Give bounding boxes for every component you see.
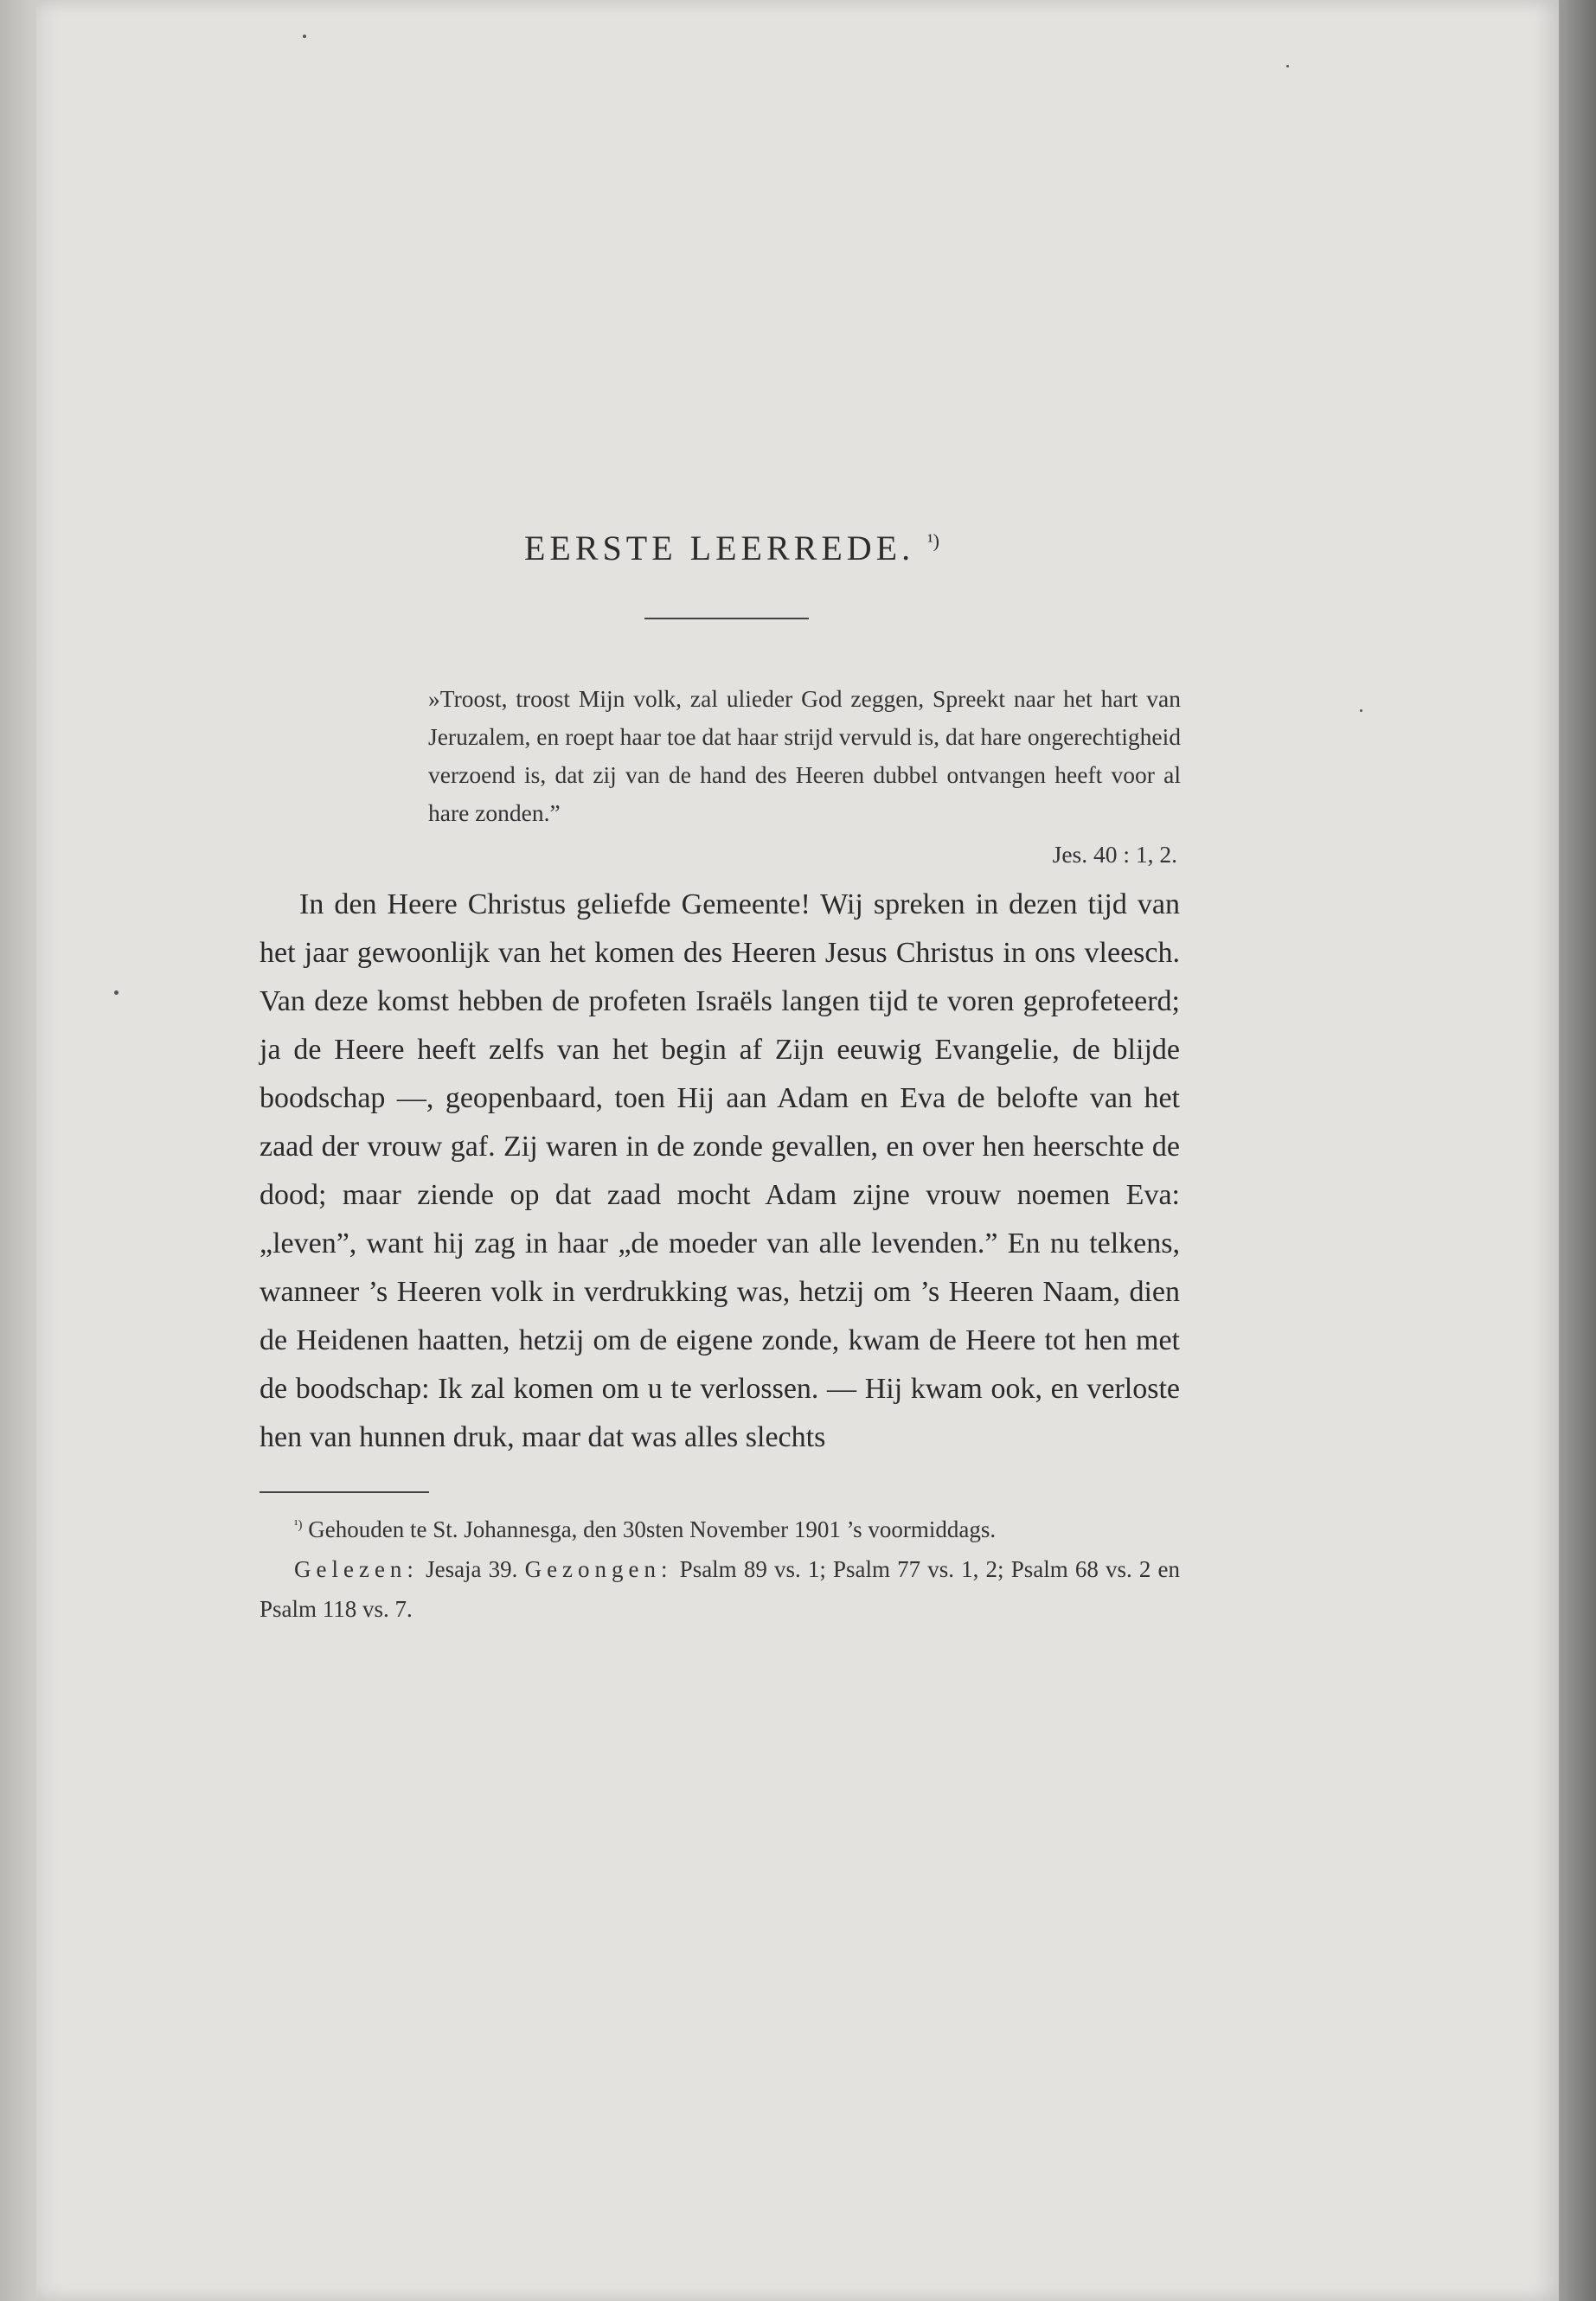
- footnote-1-text: Gehouden te St. Johannesga, den 30sten November 1901 ’s voormiddags.: [308, 1516, 997, 1542]
- title-text: EERSTE LEERREDE.: [524, 529, 915, 567]
- footnote-1: [260, 1505, 1180, 1549]
- footnote-2-label-sung: Gezongen:: [524, 1556, 673, 1582]
- paper-speck: [1360, 709, 1362, 712]
- epigraph: [428, 680, 1181, 874]
- page-title: [260, 528, 1180, 569]
- title-note-mark: ¹): [927, 529, 939, 552]
- footnote-2: [260, 1549, 1180, 1629]
- page-left-edge: [0, 0, 36, 2301]
- epigraph-text: »Troost, troost Mijn volk, zal ulieder God zeggen, Spreekt naar het hart van Jeruzalem, en roept haar toe dat haar strijd vervuld is, dat hare ongerechtigheid verzoend is, dat zij van de hand des Heeren dubbel ontvangen heeft voor al hare zonden.”: [428, 685, 1181, 826]
- page-right-edge: [1559, 0, 1596, 2301]
- footnote-1-mark: ¹): [294, 1518, 303, 1532]
- title-divider: [644, 618, 809, 619]
- paper-speck: [303, 35, 306, 38]
- body-paragraph: In den Heere Christus geliefde Gemeente! Wij spreken in dezen tijd van het jaar gewoonlijk van het komen des Heeren Jesus Christus in ons vleesch. Van deze komst hebben de profeten Israëls langen tijd te voren geprofeteerd; ja de Heere heeft zelfs van het begin af Zijn eeuwig Evangelie, de blijde boodschap —, geopenbaard, toen Hij aan Adam en Eva de belofte van het zaad der vrouw gaf. Zij waren in de zonde gevallen, en over hen heerschte de dood; maar ziende op dat zaad mocht Adam zijne vrouw noemen Eva: „leven”, want hij zag in haar „de moeder van alle levenden.” En nu telkens, wanneer ’s Heeren volk in verdrukking was, hetzij om ’s Heeren Naam, dien de Heidenen haatten, hetzij om de eigene zonde, kwam de Heere tot hen met de boodschap: Ik zal komen om u te verlossen. — Hij kwam ook, en verloste hen van hunnen druk, maar dat was alles slechts: [260, 888, 1180, 1453]
- paper-speck: [114, 990, 119, 995]
- epigraph-reference: Jes. 40 : 1, 2.: [1052, 841, 1177, 868]
- footnote-divider: [260, 1491, 429, 1493]
- footnote-2-text-sung: Psalm 89 vs. 1; Psalm 77 vs. 1, 2; Psalm 68 vs. 2 en Psalm 118 vs. 7.: [260, 1556, 1181, 1622]
- document-content: [260, 528, 1180, 1629]
- footnote-2-text-read: Jesaja 39.: [426, 1556, 518, 1582]
- footnote-2-label-read: Gelezen:: [294, 1556, 419, 1582]
- footnotes: [260, 1505, 1180, 1629]
- paper-speck: [1286, 65, 1289, 67]
